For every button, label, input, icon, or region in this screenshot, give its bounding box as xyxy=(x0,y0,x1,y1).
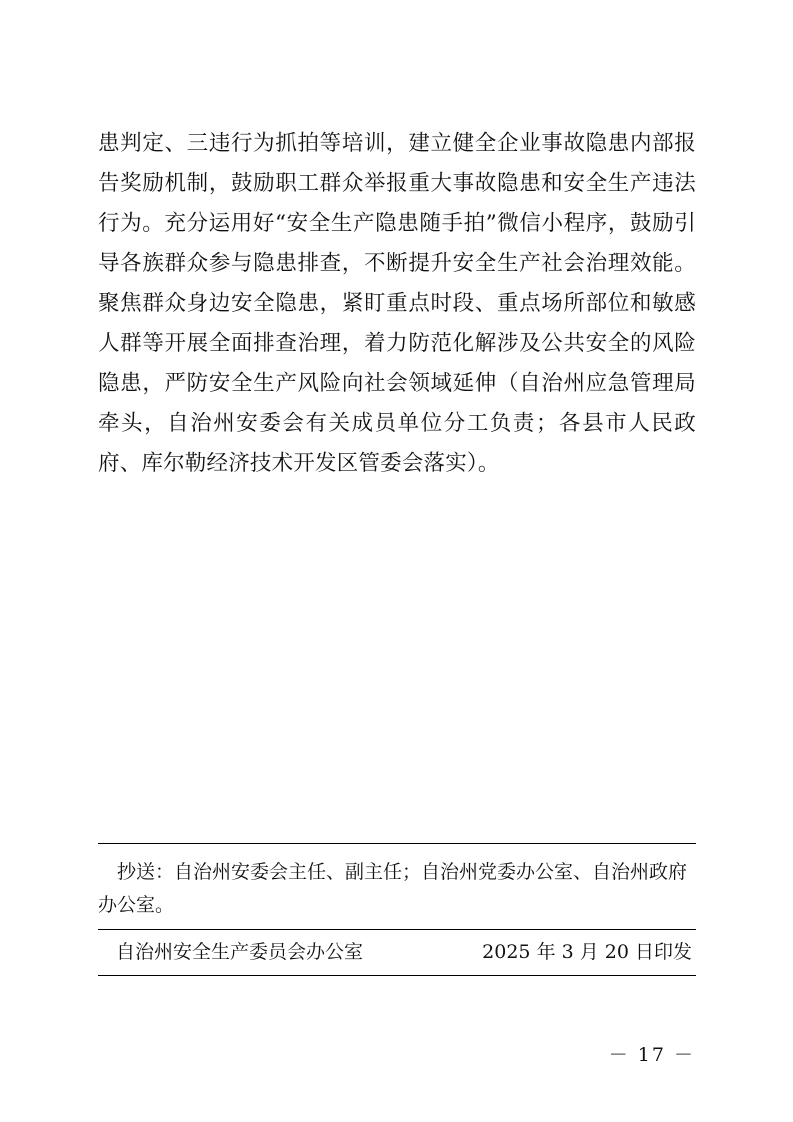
footer-date: 2025 年 3 月 20 日印发 xyxy=(482,941,692,963)
body-text-block xyxy=(98,124,696,484)
footer-row xyxy=(98,936,696,968)
cc-top-divider xyxy=(98,843,696,844)
footer-issuer: 自治州安全生产委员会办公室 xyxy=(116,941,364,963)
carbon-copy-block xyxy=(98,856,696,922)
footer-bottom-divider xyxy=(98,975,696,976)
page-number: － 17 － xyxy=(608,1044,695,1066)
cc-line-2: 办公室。 xyxy=(98,894,175,916)
cc-line-1: 抄送：自治州安委会主任、副主任；自治州党委办公室、自治州政府 xyxy=(117,861,688,883)
footer-top-divider xyxy=(98,929,696,930)
body-paragraph: 患判定、三违行为抓拍等培训，建立健全企业事故隐患内部报告奖励机制，鼓励职工群众举报重大事故隐患和安全生产违法行为。充分运用好“安全生产隐患随手拍”微信小程序，鼓励引导各族群众参与隐患排查，不断提升安全生产社会治理效能。聚焦群众身边安全隐患，紧盯重点时段、重点场所部位和敏感人群等开展全面排查治理，着力防范化解涉及公共安全的风险隐患，严防安全生产风险向社会领域延伸（自治州应急管理局牵头，自治州安委会有关成员单位分工负责；各县市人民政府、库尔勒经济技术开发区管委会落实）。 xyxy=(98,131,696,476)
